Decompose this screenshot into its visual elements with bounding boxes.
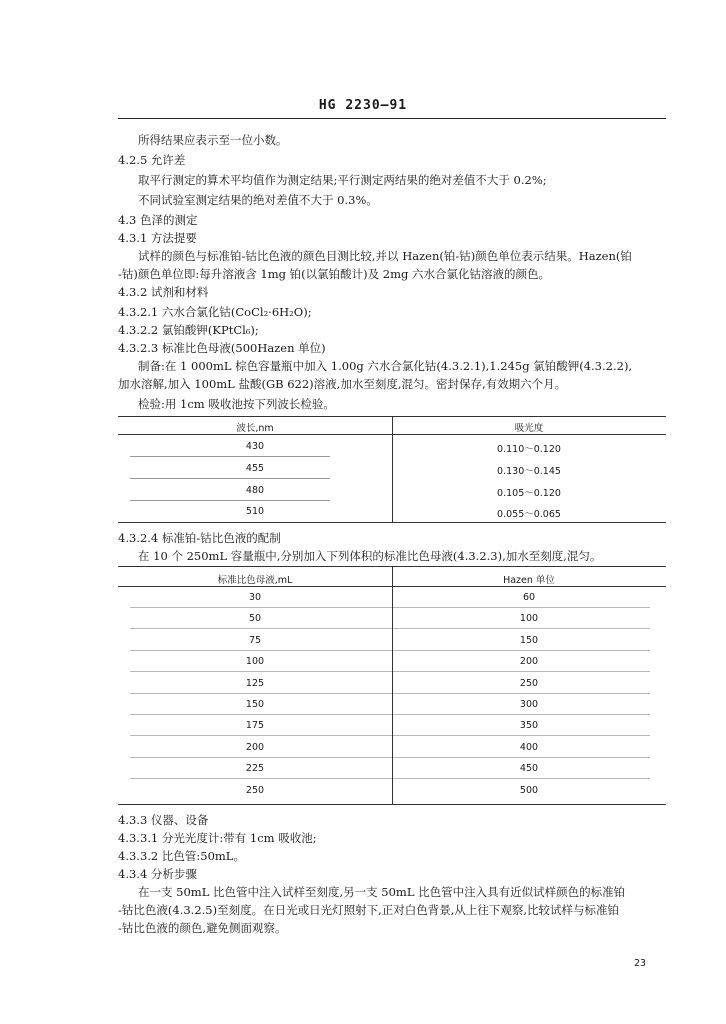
table2-cell: 200	[245, 742, 265, 753]
table2-cell: 200	[519, 656, 539, 667]
table1-row-rule	[130, 456, 330, 457]
table2-row-rule	[130, 671, 650, 672]
text-line: -钴)颜色单位即:每升溶液含 1mg 铂(以氯铂酸计)及 2mg 六水合氯化钴溶液的颜色。	[118, 267, 551, 281]
table2-header: 标准比色母液,mL	[217, 575, 293, 586]
table2-bottom-rule	[118, 804, 666, 805]
table2-cell: 150	[519, 635, 539, 646]
text-line: 取平行测定的算术平均值作为测定结果;平行测定两结果的绝对差值不大于 0.2%;	[138, 173, 547, 187]
table2-cell: 250	[519, 678, 539, 689]
table2-cell: 125	[245, 678, 265, 689]
table2-header: Hazen 单位	[503, 575, 555, 586]
table2-cell: 100	[245, 656, 265, 667]
table1-cell: 480	[245, 485, 265, 496]
table2-cell: 50	[248, 613, 262, 624]
table1-cell: 510	[245, 506, 265, 517]
table2-row-rule	[130, 693, 650, 694]
text-line: 加水溶解,加入 100mL 盐酸(GB 622)溶液,加水至刻度,混匀。密封保存,有效期六个月。	[118, 377, 567, 391]
table2-row-rule	[130, 735, 650, 736]
text-line: -钴比色液(4.3.2.5)至刻度。在日光或日光灯照射下,正对白色背景,从上往下观察,比较试样与标准铂	[118, 903, 620, 917]
table1-cell: 0.110～0.120	[497, 444, 561, 455]
table1-cell: 0.130～0.145	[497, 466, 561, 477]
text-line: 在一支 50mL 比色管中注入试样至刻度,另一支 50mL 比色管中注入具有近似试样颜色的标准铂	[138, 885, 626, 899]
table2-cell: 100	[519, 613, 539, 624]
section-heading: 4.2.5 允许差	[118, 153, 186, 167]
table2-cell: 300	[519, 699, 539, 710]
text-line: 不同试验室测定结果的绝对差值不大于 0.3%。	[138, 193, 378, 207]
table1-cell: 430	[245, 441, 265, 452]
table2-row-rule	[130, 650, 650, 651]
section-heading: 4.3.4 分析步骤	[118, 867, 197, 881]
text-line: 4.3.2.2 氯铂酸钾(KPtCl₆);	[118, 323, 259, 337]
text-line: 检验:用 1cm 吸收池按下列波长检验。	[138, 397, 335, 411]
table2-cell: 30	[248, 592, 262, 603]
table2-cell: 250	[245, 785, 265, 796]
table1-header-rule	[118, 434, 666, 435]
table2-cell: 500	[519, 785, 539, 796]
table2-cell: 225	[245, 763, 265, 774]
text-line: 所得结果应表示至一位小数。	[138, 133, 288, 147]
text-line: 试样的颜色与标准铂-钴比色液的颜色目测比较,并以 Hazen(铂-钴)颜色单位表示结果。Hazen(铂	[138, 249, 632, 263]
text-line: 4.3.3.2 比色管:50mL。	[118, 849, 245, 863]
text-line: 在 10 个 250mL 容量瓶中,分别加入下列体积的标准比色母液(4.3.2.3),加水至刻度,混匀。	[138, 549, 602, 563]
table1-header: 吸光度	[514, 423, 544, 434]
table2-row-rule	[130, 628, 650, 629]
page-number: 23	[633, 958, 646, 969]
text-line: 4.3.2.1 六水合氯化钴(CoCl₂·6H₂O);	[118, 305, 312, 319]
table2-header-rule	[118, 586, 666, 587]
table2-row-rule	[130, 607, 650, 608]
table2-cell: 60	[522, 592, 536, 603]
section-heading: 4.3 色泽的测定	[118, 213, 198, 227]
table2-cell: 350	[519, 720, 539, 731]
table1-row-rule	[130, 478, 330, 479]
table2-cell: 175	[245, 720, 265, 731]
table1-cell: 455	[245, 463, 265, 474]
section-heading: 4.3.2 试剂和材料	[118, 285, 209, 299]
page-header: HG 2230—91	[318, 98, 408, 113]
table2-row-rule	[130, 778, 650, 779]
section-heading: 4.3.2.4 标准铂-钴比色液的配制	[118, 531, 281, 545]
table2-cell: 75	[248, 635, 262, 646]
table1-bottom-rule	[118, 522, 666, 523]
section-heading: 4.3.1 方法提要	[118, 231, 197, 245]
text-line: -钴比色液的颜色,避免侧面观察。	[118, 921, 287, 935]
table2-cell: 450	[519, 763, 539, 774]
table2-row-rule	[130, 757, 650, 758]
text-line: 4.3.3.1 分光光度计:带有 1cm 吸收池;	[118, 831, 317, 845]
text-line: 4.3.2.3 标准比色母液(500Hazen 单位)	[118, 341, 326, 355]
table1-cell: 0.105～0.120	[497, 488, 561, 499]
table1-header: 波长,nm	[236, 423, 274, 434]
table2-cell: 400	[519, 742, 539, 753]
section-heading: 4.3.3 仪器、设备	[118, 813, 209, 827]
text-line: 制备:在 1 000mL 棕色容量瓶中加入 1.00g 六水合氯化钴(4.3.2.1),1.245g 氯铂酸钾(4.3.2.2),	[138, 359, 633, 373]
header-rule	[118, 118, 666, 119]
table2-cell: 150	[245, 699, 265, 710]
table2-row-rule	[130, 714, 650, 715]
table1-row-rule	[130, 500, 330, 501]
table1-cell: 0.055～0.065	[497, 509, 561, 520]
